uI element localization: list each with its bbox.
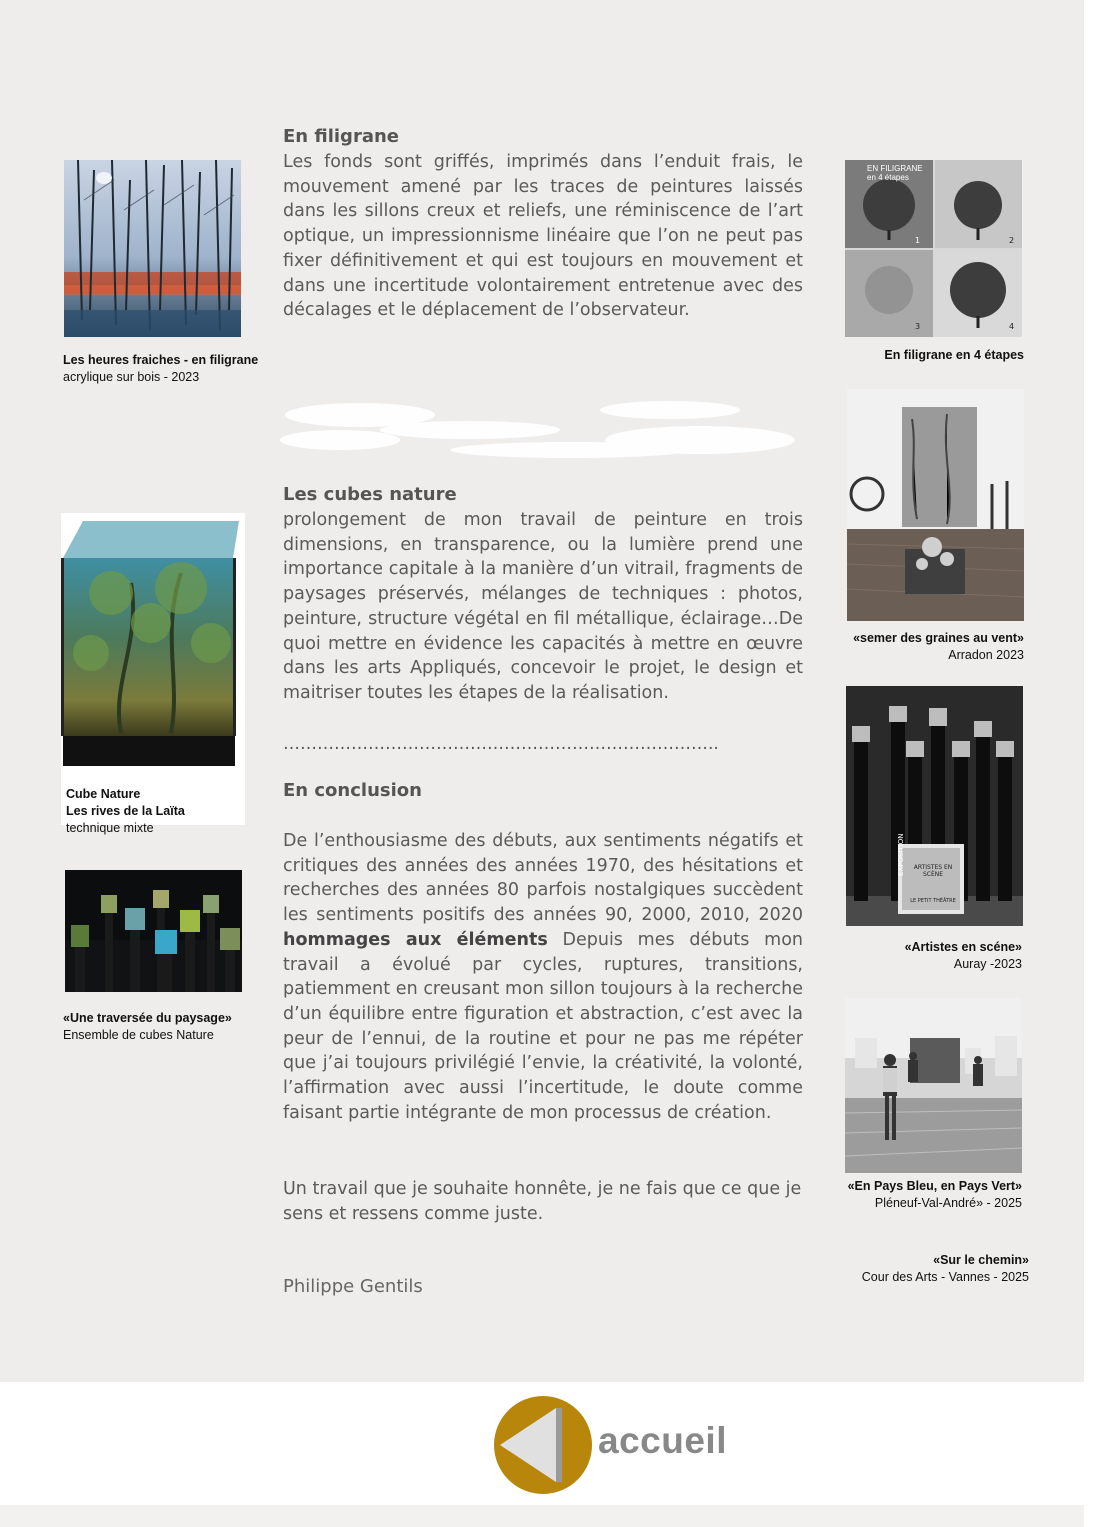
caption-cube bbox=[66, 786, 185, 837]
caption-sub: Arradon 2023 bbox=[948, 648, 1024, 662]
expo-venue: LE PETIT THÉÂTRE bbox=[910, 898, 956, 904]
caption-etapes bbox=[840, 347, 1024, 364]
heading-filigrane: En filigrane bbox=[283, 126, 399, 147]
caption-title: Les heures fraiches - en filigrane bbox=[63, 353, 259, 367]
step-4: 4 bbox=[1009, 322, 1015, 331]
caption-sub: Ensemble de cubes Nature bbox=[63, 1028, 214, 1042]
photo-semer bbox=[847, 389, 1024, 621]
caption-title: «Une traversée du paysage» bbox=[63, 1011, 232, 1025]
caption-sub: Auray -2023 bbox=[953, 957, 1022, 971]
photo-traversee bbox=[65, 870, 242, 992]
caption-artistes bbox=[838, 939, 1022, 973]
caption-title: «Artistes en scéne» bbox=[904, 940, 1022, 954]
home-logo-icon[interactable] bbox=[494, 1396, 592, 1494]
caption-traversee bbox=[63, 1010, 232, 1044]
step-1: 1 bbox=[915, 236, 921, 245]
painting-heures-fraiches bbox=[64, 160, 241, 337]
text-conclusion-end: Un travail que je souhaite honnête, je ne fais que ce que je sens et ressens comme juste. bbox=[283, 1179, 802, 1224]
home-link[interactable]: accueil bbox=[598, 1420, 727, 1461]
caption-sub: Cour des Arts - Vannes - 2025 bbox=[861, 1270, 1029, 1284]
caption-title: «En Pays Bleu, en Pays Vert» bbox=[847, 1179, 1022, 1193]
step-3: 3 bbox=[915, 322, 921, 331]
white-smudge bbox=[270, 385, 810, 470]
conclusion-part-b: Depuis mes débuts mon travail a évolué par cycles, ruptures, transitions, patiemment en creusant mon sillon toujours à la recherche d’un équilibre entre figuration et abstraction, c’est avec la peur de l’ennui, de la routine et pour ne pas me répéter que j’ai toujours privilégié l’envie, la créativité, la volonté, l’affirmation avec aussi l’incertitude, le doute comme faisant partie intégrante de mon processus de création. bbox=[283, 929, 803, 1123]
caption-sub: technique mixte bbox=[66, 821, 154, 835]
caption-title: Cube Nature bbox=[66, 787, 141, 801]
caption-title: En filigrane en 4 étapes bbox=[884, 348, 1024, 362]
conclusion-part-a: De l’enthousiasme des débuts, aux sentiments négatifs et critiques des années des années 1970, des hésitations et recherches des années 80 parfois nostalgiques succèdent les sentiments positifs des années 90, 2000, 2010, 2020 bbox=[283, 831, 803, 926]
text-cubes: prolongement de mon travail de peinture en trois dimensions, en transparence, ou la lumière prend une importance capitale à la manière d’un vitrail, fragments de paysages préservés, mélanges de techniques : photos, peinture, structure végétal en fil métallique, éclairage…De quoi mettre en évidence les capacités à mettre en œuvre dans les arts Appliqués, concevoir le projet, le design et maitriser toutes les étapes de la réalisation. bbox=[283, 510, 803, 703]
expo-title: ARTISTES EN SCÈNE bbox=[913, 864, 953, 878]
caption-title: «Sur le chemin» bbox=[933, 1253, 1029, 1267]
photo-pays-bleu bbox=[845, 998, 1022, 1173]
text-conclusion bbox=[283, 829, 803, 1125]
caption-sub: Pléneuf-Val-André» - 2025 bbox=[874, 1196, 1022, 1210]
caption-sub: acrylique sur bois - 2023 bbox=[63, 370, 200, 384]
conclusion-bold: hommages aux éléments bbox=[283, 929, 548, 950]
photo-4-etapes bbox=[845, 160, 1022, 337]
footer-strip bbox=[0, 1505, 1084, 1527]
signature: Philippe Gentils bbox=[283, 1276, 423, 1297]
cube-nature-card bbox=[61, 513, 245, 835]
caption-title-2: Les rives de la Laïta bbox=[66, 804, 185, 818]
heading-cubes: Les cubes nature bbox=[283, 484, 457, 505]
step-2: 2 bbox=[1009, 236, 1015, 245]
caption-semer bbox=[840, 630, 1024, 664]
caption-chemin bbox=[830, 1252, 1029, 1286]
etapes-overlay: EN FILIGRANE bbox=[867, 164, 923, 173]
photo-artistes bbox=[846, 686, 1023, 926]
text-filigrane: Les fonds sont griffés, imprimés dans l’enduit frais, le mouvement amené par les traces de peintures laissés dans les sillons creux et reliefs, une réminiscence de l’art optique, un impressionnisme linéaire que l’on ne peut pas fixer définitivement et qui est toujours en mouvement et dans une incertitude volontairement entretenue avec des décalages et le déplacement de l’observateur. bbox=[283, 152, 803, 321]
caption-heures bbox=[63, 352, 258, 386]
caption-pays-bleu bbox=[838, 1178, 1022, 1212]
etapes-overlay-sub: en 4 étapes bbox=[867, 173, 909, 182]
expo-sign: EXPOSITION bbox=[897, 833, 905, 876]
caption-title: «semer des graines au vent» bbox=[853, 631, 1024, 645]
heading-conclusion: En conclusion bbox=[283, 780, 422, 801]
dotted-separator: ………………………………………………………………….. bbox=[283, 734, 719, 754]
